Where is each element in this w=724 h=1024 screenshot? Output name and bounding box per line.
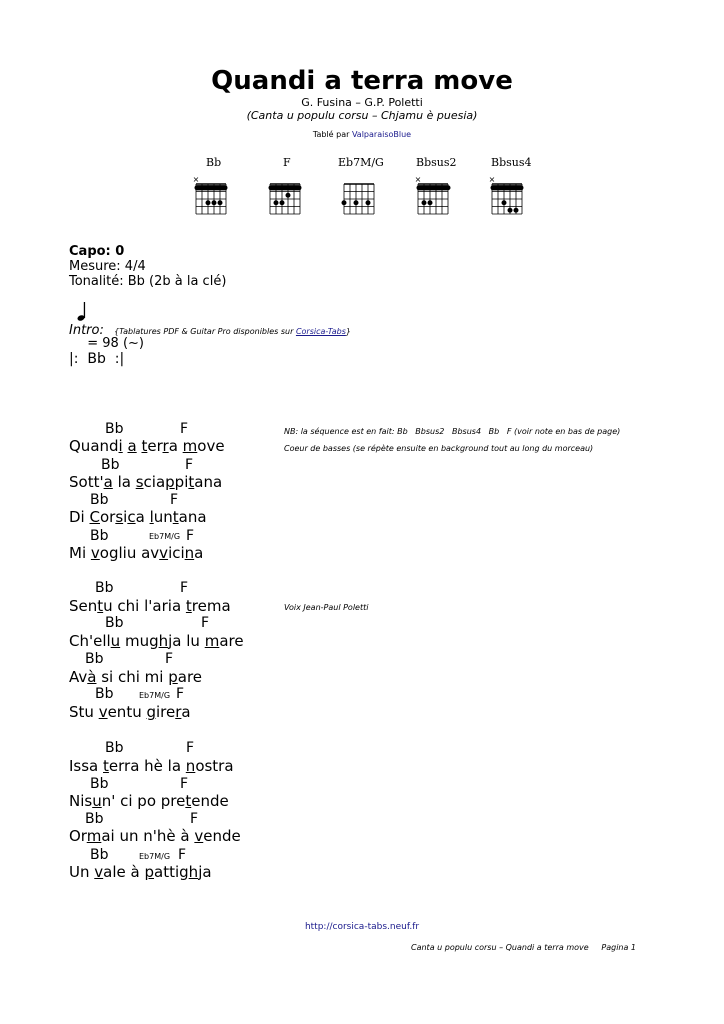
chord: F xyxy=(180,421,189,437)
intro-note-suffix: } xyxy=(345,327,351,336)
lyric-line: Un vale à pattighja xyxy=(69,863,212,881)
lyric-line: Nisun' ci po pretende xyxy=(69,792,229,810)
lyric-line: Sott'a la sciappitana xyxy=(69,473,223,491)
muted-string-mark: × xyxy=(414,175,422,184)
lyric-line: Stu ventu girera xyxy=(69,703,191,721)
tonalite: Tonalité: Bb (2b à la clé) xyxy=(69,274,227,289)
side-note-voice: Voix Jean-Paul Poletti xyxy=(284,603,369,612)
lyric-line: Mi vogliu avvicina xyxy=(69,544,204,562)
intro-note xyxy=(114,327,351,336)
chord-diagram-name: Bb xyxy=(206,156,222,169)
footer-url-link[interactable]: http://corsica-tabs.neuf.fr xyxy=(304,922,420,932)
quarter-note-icon xyxy=(77,308,87,322)
tabbed-by xyxy=(0,130,724,139)
chord: Bb xyxy=(85,651,104,667)
chord: F xyxy=(170,492,179,508)
intro-note-prefix: {Tablatures PDF & Guitar Pro disponibles sur xyxy=(114,327,296,336)
muted-string-mark: × xyxy=(488,175,496,184)
chord: F xyxy=(178,847,187,863)
tempo-value: = 98 (~) xyxy=(87,336,145,351)
intro-pattern: |: Bb :| xyxy=(69,351,125,367)
chord-grid xyxy=(193,175,228,214)
footer-page: Canta u populu corsu – Quandi a terra move Pagina 1 xyxy=(411,943,637,952)
capo: Capo: 0 xyxy=(69,244,125,259)
chord: F xyxy=(190,811,199,827)
song-authors: G. Fusina – G.P. Poletti xyxy=(301,96,423,109)
chord-small: Eb7M/G xyxy=(149,532,181,541)
chord: Bb xyxy=(90,528,109,544)
muted-string-mark: × xyxy=(192,175,200,184)
chord-grids xyxy=(190,172,550,224)
chord: F xyxy=(176,686,185,702)
lyric-line: Quandi a terra move xyxy=(69,437,225,455)
song-title: Quandi a terra move xyxy=(211,66,513,96)
corsica-tabs-link[interactable]: Corsica-Tabs xyxy=(295,327,346,336)
song-source: (Canta u populu corsu – Chjamu è puesia) xyxy=(246,109,478,122)
chord: Bb xyxy=(90,847,109,863)
chord: Bb xyxy=(85,811,104,827)
lyric-line: Di Corsica luntana xyxy=(69,508,207,526)
chord: Bb xyxy=(105,740,124,756)
chord-small: Eb7M/G xyxy=(139,691,171,700)
chord-diagram-name: Bbsus4 xyxy=(491,156,532,169)
chord-diagram-name: F xyxy=(283,156,291,169)
side-note-nb: NB: la séquence est en fait: Bb Bbsus2 Bbsus4 Bb F (voir note en bas de page) xyxy=(284,427,621,436)
chord-diagram-name: Eb7M/G xyxy=(338,156,384,169)
chord: F xyxy=(185,457,194,473)
lyric-line: Ch'ellu mughja lu mare xyxy=(69,632,244,650)
tempo xyxy=(69,293,144,351)
lyric-line: Avà si chi mi pare xyxy=(69,668,203,686)
lyric-line: Sentu chi l'aria trema xyxy=(69,597,231,615)
chord: F xyxy=(180,776,189,792)
chord: F xyxy=(180,580,189,596)
chord-grid xyxy=(269,184,302,214)
chord-grid xyxy=(342,184,375,214)
chord: Bb xyxy=(90,492,109,508)
lyric-line: Ormai un n'hè à vende xyxy=(69,827,241,845)
chord: Bb xyxy=(90,776,109,792)
chord: F xyxy=(165,651,174,667)
side-note-bass: Coeur de basses (se répète ensuite en background tout au long du morceau) xyxy=(284,444,594,453)
chord: Bb xyxy=(95,686,114,702)
mesure: Mesure: 4/4 xyxy=(69,259,146,274)
tabber-name: ValparaisoBlue xyxy=(351,130,412,139)
chord-small: Eb7M/G xyxy=(139,852,171,861)
chord: F xyxy=(186,740,195,756)
intro-label: Intro: xyxy=(69,323,104,338)
chord-diagram-name: Bbsus2 xyxy=(416,156,457,169)
chord: F xyxy=(201,615,210,631)
tabbed-prefix: Tablé par xyxy=(312,130,352,139)
lyric-line: Issa terra hè la nostra xyxy=(69,757,234,775)
chord: Bb xyxy=(105,421,124,437)
chord-grid xyxy=(489,175,524,214)
chord-grid xyxy=(415,175,451,214)
chord: Bb xyxy=(101,457,120,473)
chord: Bb xyxy=(105,615,124,631)
chord: Bb xyxy=(95,580,114,596)
chord: F xyxy=(186,528,195,544)
